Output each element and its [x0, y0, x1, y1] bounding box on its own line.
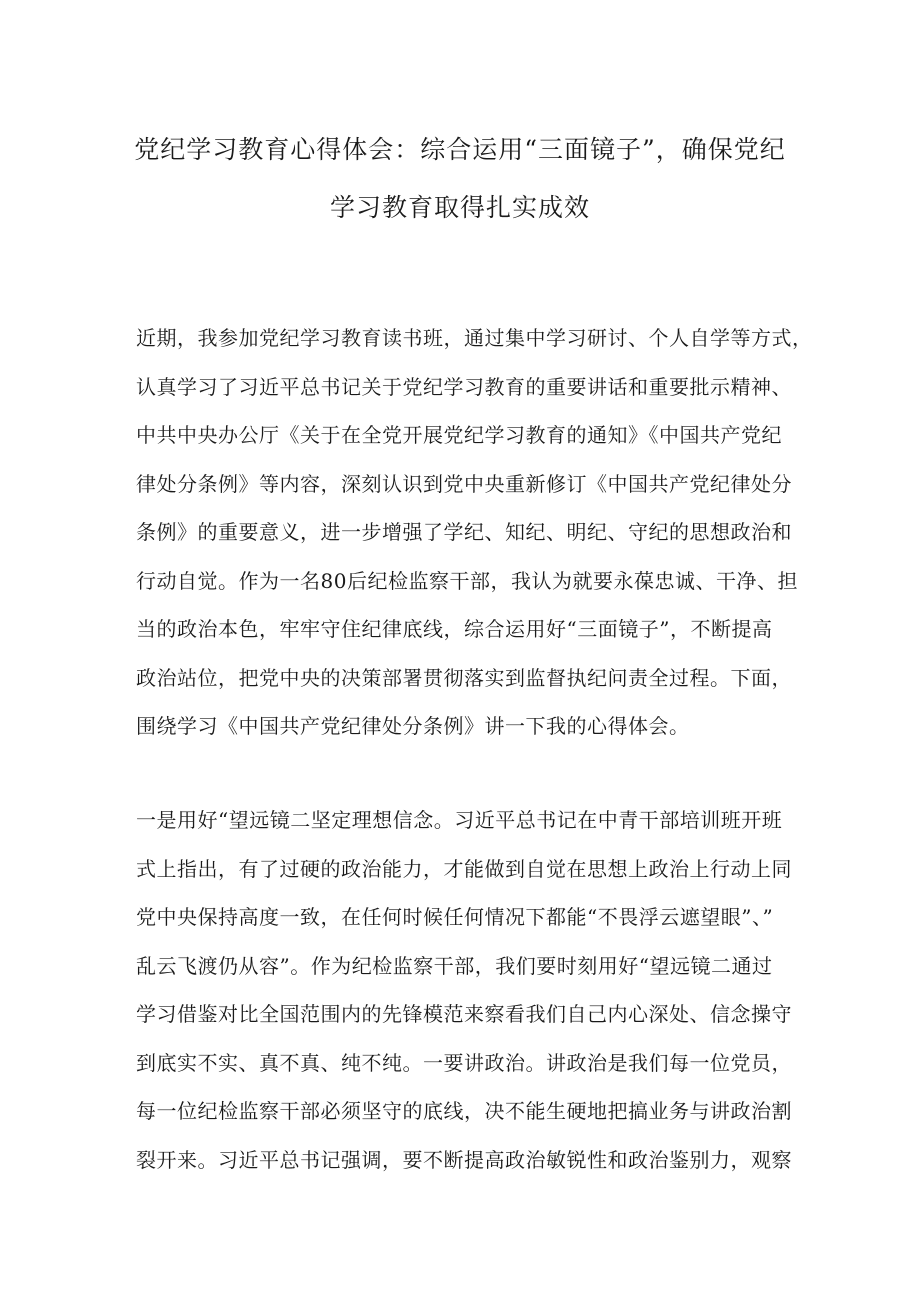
paragraph-line: 政治站位，把党中央的决策部署贯彻落实到监督执纪问责全过程。下面， [136, 665, 792, 690]
paragraph-line: 每一位纪检监察干部必须坚守的底线，决不能生硬地把搞业务与讲政治割 [136, 1099, 792, 1123]
paragraph-line: 学习借鉴对比全国范围内的先锋模范来察看我们自己内心深处、信念操守 [136, 1002, 792, 1026]
paragraph-line: 党中央保持高度一致，在任何时候任何情况下都能“不畏浮云遮望眼”、” [136, 905, 774, 929]
paragraph-line: 裂开来。习近平总书记强调，要不断提高政治敏锐性和政治鉴别力，观察 [136, 1147, 792, 1172]
paragraph-line: 律处分条例》等内容，深刻认识到党中央重新修订《中国共产党纪律处分 [136, 471, 792, 496]
paragraph-line: 近期，我参加党纪学习教育读书班，通过集中学习研讨、个人自学等方式， [136, 326, 813, 350]
paragraph-line: 条例》的重要意义，进一步增强了学纪、知纪、明纪、守纪的思想政治和 [136, 520, 792, 544]
document-title-line-1: 党纪学习教育心得体会：综合运用“三面镜子”，确保党纪 [134, 135, 786, 164]
paragraph-line: 到底实不实、真不真、纯不纯。一要讲政治。讲政治是我们每一位党员， [136, 1050, 792, 1075]
paragraph-line: 当的政治本色，牢牢守住纪律底线，综合运用好“三面镜子”，不断提高 [136, 617, 773, 641]
document-title-line-2: 学习教育取得扎实成效 [329, 193, 590, 222]
paragraph-line: 一是用好“望远镜二坚定理想信念。习近平总书记在中青干部培训班开班 [136, 808, 783, 832]
paragraph-line: 式上指出，有了过硬的政治能力，才能做到自觉在思想上政治上行动上同 [136, 856, 792, 881]
paragraph-introduction [136, 314, 813, 751]
paragraph-line: 行动自觉。作为一名80后纪检监察干部，我认为就要永葆忠诚、干净、担 [136, 568, 798, 593]
paragraph-line: 围绕学习《中国共产党纪律处分条例》讲一下我的心得体会。 [136, 714, 690, 738]
paragraph-line: 认真学习了习近平总书记关于党纪学习教育的重要讲话和重要批示精神、 [136, 374, 792, 399]
paragraph-point-one [136, 796, 796, 1184]
paragraph-line: 乱云飞渡仍从容”。作为纪检监察干部，我们要时刻用好“望远镜二通过 [136, 953, 773, 978]
paragraph-line: 中共中央办公厅《关于在全党开展党纪学习教育的通知》《中国共产党纪 [136, 423, 782, 447]
